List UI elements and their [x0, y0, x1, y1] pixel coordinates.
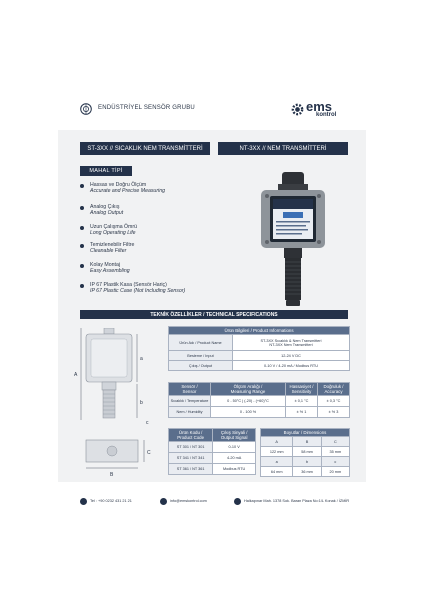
table-cell: Modbus RTU: [213, 464, 256, 475]
table-row: [261, 447, 350, 457]
feature-item: [80, 204, 123, 216]
table-row: [169, 361, 350, 371]
product-code-table: [168, 428, 256, 475]
table-cell: A: [261, 437, 293, 447]
footer-address: Halkapınar Mah. 1378 Sok. Baran Plaza No:1/L Konak / İZMİR: [244, 499, 350, 503]
feature-item: [80, 282, 185, 294]
dim-label-A: A: [74, 372, 78, 378]
feature-en: Long Operating Life: [90, 230, 136, 236]
bullet-icon: [80, 264, 84, 268]
table-cell: 0-10 V / 4-20 mA / Modbus RTU: [233, 361, 350, 371]
table-row: [261, 457, 350, 467]
table-row: [169, 407, 350, 418]
product-info-table: [168, 326, 350, 371]
table-cell: ST 341 / NT 341: [169, 453, 213, 464]
dimension-drawing: [74, 328, 169, 493]
table-cell: B: [293, 437, 321, 447]
feature-en: IP 67 Plastic Case (Not Including Sensor): [90, 288, 186, 294]
feature-en: Cleanable Filter: [90, 248, 127, 254]
dimensions-title: Boyutlar / Dimensions: [261, 429, 350, 437]
col-header: Ölçüm Aralığı / Measuring Range: [211, 383, 286, 396]
table-cell: 64 mm: [261, 467, 293, 477]
table-cell: C: [321, 437, 349, 447]
table-cell: 36 mm: [293, 467, 321, 477]
transmitter-device-image: [258, 172, 328, 322]
table-cell: ± 0,1 °C: [286, 396, 318, 407]
table-cell: ST 361 / NT 361: [169, 464, 213, 475]
table-cell: 0 - 100 %: [211, 407, 286, 418]
feature-en: Easy Assembling: [90, 268, 130, 274]
col-header: Hassasiyet / Sensitivity: [286, 383, 318, 396]
feature-tr: Hassas ve Doğru Ölçüm: [90, 182, 147, 188]
table-cell: ST 301 / NT 301: [169, 442, 213, 453]
feature-item: [80, 224, 137, 236]
col-header: Doğruluk / Accuracy: [318, 383, 350, 396]
feature-tr: IP 67 Plastik Kasa (Sensör Hariç): [90, 282, 167, 288]
footer: [58, 482, 366, 522]
table-row: [169, 442, 256, 453]
tab-temperature-humidity: ST-3XX // SICAKLIK NEM TRANSMİTTERİ: [80, 142, 210, 155]
table-cell: 0-10 V: [213, 442, 256, 453]
gear-icon: [290, 102, 305, 117]
header: [58, 90, 366, 130]
table-cell: Sıcaklık / Temperature: [169, 396, 211, 407]
table-cell: ± 0,3 °C: [318, 396, 350, 407]
table-row: [169, 453, 256, 464]
table-cell: Besleme / Input: [169, 351, 233, 361]
brand-sub: kontrol: [316, 112, 337, 118]
dim-label-a: a: [140, 356, 143, 362]
footer-phone: Tel : +90 0232 431 21 21: [90, 499, 132, 503]
dim-label-C: C: [147, 450, 151, 456]
table-row: [169, 396, 350, 407]
col-header: Çıkış Sinyali / Output Signal: [213, 429, 256, 442]
bullet-icon: [80, 226, 84, 230]
col-header: Sensör / Sensor: [169, 383, 211, 396]
dim-label-b: b: [140, 400, 143, 406]
table-cell: b: [293, 457, 321, 467]
feature-tr: Kolay Montaj: [90, 262, 120, 268]
ems-kontrol-logo: [290, 101, 350, 123]
table-cell: 20 mm: [321, 467, 349, 477]
feature-tr: Temizlenebilir Filtre: [90, 242, 135, 248]
product-info-title: Ürün Bilgileri / Product Informations: [169, 327, 350, 335]
dim-label-B: B: [110, 472, 114, 478]
tab-humidity: NT-3XX // NEM TRANSMİTTERİ: [218, 142, 348, 155]
header-title: ENDÜSTRİYEL SENSÖR GRUBU: [98, 105, 195, 111]
brand-name: ems: [306, 99, 333, 114]
table-row: [261, 437, 350, 447]
footer-email: info@emskontrol.com: [170, 499, 207, 503]
feature-tr: Analog Çıkış: [90, 204, 120, 210]
feature-item: [80, 242, 134, 254]
phone-icon: [80, 498, 87, 505]
table-cell: ± % 1: [286, 407, 318, 418]
table-cell: 122 mm: [261, 447, 293, 457]
sensor-group-icon: [80, 103, 92, 115]
location-icon: [234, 498, 241, 505]
feature-en: Analog Output: [90, 210, 124, 216]
email-icon: [160, 498, 167, 505]
table-cell: 4-20 mA: [213, 453, 256, 464]
table-row: [169, 464, 256, 475]
dimensions-table: [260, 428, 350, 477]
table-cell: ST-3XX Sıcaklık & Nem Transmitteri NT-3XX Nem Transmitteri: [233, 335, 350, 351]
feature-item: [80, 182, 165, 194]
table-cell: Ürün Adı / Product Name: [169, 335, 233, 351]
table-row: [169, 335, 350, 351]
table-cell: Çıkış / Output: [169, 361, 233, 371]
dim-label-c: c: [146, 420, 149, 426]
col-header: Ürün Kodu / Product Code: [169, 429, 213, 442]
bullet-icon: [80, 184, 84, 188]
table-cell: Nem / Humidity: [169, 407, 211, 418]
table-cell: ± % 3: [318, 407, 350, 418]
section-label: MAHAL TİPİ: [80, 166, 132, 176]
table-cell: 0 - 50°C | (-20) - (+60)°C: [211, 396, 286, 407]
specs-title: TEKNİK ÖZELLİKLER / TECHNICAL SPECIFICATIONS: [80, 310, 348, 319]
feature-en: Accurate and Precise Measuring: [90, 188, 165, 194]
sensor-table: [168, 382, 350, 418]
table-cell: 58 mm: [293, 447, 321, 457]
feature-tr: Uzun Çalışma Ömrü: [90, 224, 137, 230]
feature-item: [80, 262, 130, 274]
table-cell: a: [261, 457, 293, 467]
datasheet: [58, 90, 366, 522]
table-cell: 12-24 V DC: [233, 351, 350, 361]
table-row: [261, 467, 350, 477]
table-cell: c: [321, 457, 349, 467]
bullet-icon: [80, 206, 84, 210]
bullet-icon: [80, 244, 84, 248]
table-cell: 35 mm: [321, 447, 349, 457]
table-row: [169, 351, 350, 361]
bullet-icon: [80, 284, 84, 288]
